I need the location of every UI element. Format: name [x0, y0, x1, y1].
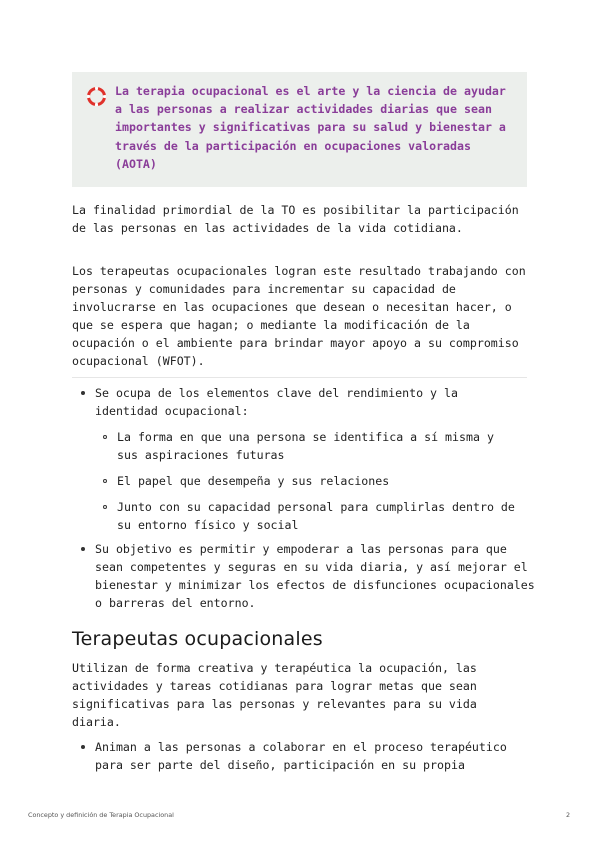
list-item-text: Se ocupa de los elementos clave del rendimiento y la identidad ocupacional: — [95, 386, 458, 418]
page-number: 2 — [566, 811, 571, 819]
sub-list-item-text: La forma en que una persona se identifica a sí misma y sus aspiraciones futuras — [117, 430, 494, 462]
circle-bullet-icon — [103, 435, 107, 439]
lifebuoy-icon — [86, 86, 107, 107]
footer-title: Concepto y definición de Terapia Ocupacional — [28, 811, 174, 819]
bullet-icon — [81, 745, 85, 749]
circle-bullet-icon — [103, 505, 107, 509]
definition-callout — [72, 72, 527, 187]
intro-paragraph: La finalidad primordial de la TO es posibilitar la participación de las personas en las actividades de la vida cotidiana. — [72, 203, 519, 235]
list-item-text: Animan a las personas a colaborar en el proceso terapéutico para ser parte del diseño, participación en su propia — [95, 740, 507, 772]
sub-list-item-text: El papel que desempeña y sus relaciones — [117, 474, 390, 488]
divider — [72, 377, 527, 378]
section-heading: Terapeutas ocupacionales — [72, 628, 323, 650]
method-paragraph: Los terapeutas ocupacionales logran este resultado trabajando con personas y comunidades para incrementar su capacidad de involucrarse en las ocupaciones que desean o necesitan hacer, o que se espera que hagan; o mediante la modificación de la ocupación o el ambiente para brindar mayor apoyo a su compromiso ocupacional (WFOT). — [72, 264, 526, 368]
sub-list-item-text: Junto con su capacidad personal para cumplirlas dentro de su entorno físico y social — [117, 500, 515, 532]
list-item-text: Su objetivo es permitir y empoderar a las personas para que sean competentes y seguras en su vida diaria, y así mejorar el bienestar y minimizar los efectos de disfunciones ocupacionales o barreras del entorno. — [95, 542, 535, 610]
bullet-icon — [81, 547, 85, 551]
circle-bullet-icon — [103, 479, 107, 483]
bullet-icon — [81, 391, 85, 395]
section-paragraph: Utilizan de forma creativa y terapéutica la ocupación, las actividades y tareas cotidianas para lograr metas que sean significativas para las personas y relevantes para su vida diaria. — [72, 661, 477, 729]
callout-text: La terapia ocupacional es el arte y la ciencia de ayudar a las personas a realizar actividades diarias que sean importantes y significativas para su salud y bienestar a través de la participación en ocupaciones valoradas (AOTA) — [115, 84, 506, 171]
